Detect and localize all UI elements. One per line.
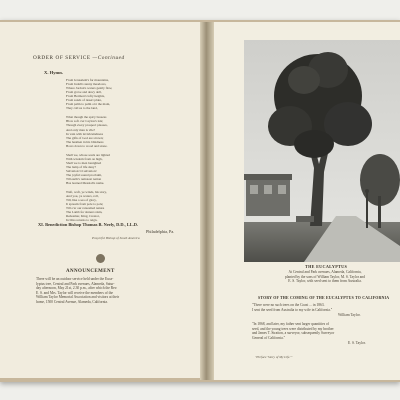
hymn-stanza — [66, 190, 178, 222]
poem-line: Shall we to men benighted — [66, 160, 102, 165]
poem-line: The joyful sound proclaim, — [66, 172, 102, 177]
hymn-stanza — [66, 78, 178, 110]
story-line: and James T. Stratton, a surveyor, subsequently Surveyor — [252, 331, 335, 336]
emblem-icon — [96, 254, 105, 263]
eucalyptus-photo — [244, 40, 400, 262]
poem-line: Till, like a sea of glory, — [66, 198, 97, 203]
poem-line: In vain with lavish kindness — [66, 131, 103, 136]
poem-line: The heathen in his blindness — [66, 139, 104, 144]
benediction-note: Prayerful Bishop of South America — [92, 236, 140, 240]
poem-line: From Jerusalem's far mountains, — [66, 78, 109, 82]
poem-line: Blow soft o'er Ceylon's isle; — [66, 119, 104, 124]
poem-line: The gifts of God are strown; — [66, 135, 104, 140]
photo-caption-body — [250, 270, 400, 284]
poem-line: Has learned Messiah's name. — [66, 181, 105, 186]
quote-block — [252, 303, 400, 312]
announcement-line: William Taylor Memorial Association and visitors at their — [36, 295, 120, 300]
announcement-line: home, 1500 Central Avenue, Alameda, California. — [36, 299, 108, 304]
caption-line: E. S. Taylor, with seed sent to them from Australia. — [288, 279, 362, 284]
poem-line: Redeemer, King, Creator, — [66, 214, 100, 219]
story-title: STORY OF THE COMING OF THE EUCALYPTUS TO CALIFORNIA — [258, 296, 390, 300]
benediction-line: XI. Benediction Bishop Thomas B. Neely, D.D., LL.D. — [38, 222, 139, 227]
poem-line: Till o'er our ransomed nature — [66, 206, 105, 211]
announcement-line: There will be an outdoor service held under the Euca- — [36, 277, 114, 281]
story-line: "In 1868, and later, my father sent larger quantities of — [252, 322, 330, 326]
poem-line: And you, ye waters, roll, — [66, 194, 99, 199]
poem-line: Though every prospect pleases, — [66, 123, 108, 128]
poem-line: From sands of desert plain, — [66, 98, 102, 103]
poem-line: With wisdom from on high, — [66, 156, 103, 161]
order-of-service-header — [33, 55, 125, 61]
poem-line: Bows down to wood and stone. — [66, 143, 108, 148]
quote-line: I sent the seed from Australia to my wife in California." — [252, 307, 333, 312]
announcement-line: day afternoon, May 21st, 2.30 p.m., after which the Rev. — [36, 286, 118, 291]
poem-line: They call us to the land, — [66, 106, 98, 111]
quote-signature: William Taylor. — [338, 313, 361, 317]
story-block — [252, 322, 400, 340]
poem-line: From Judah's sunny meadows, — [66, 82, 107, 87]
lamp-post — [366, 192, 368, 228]
hymn-poem — [66, 78, 178, 228]
poem-line: Waft, waft, ye winds, his story, — [66, 190, 107, 195]
header-continued: —Continued — [92, 55, 125, 61]
story-line: seed, and the young trees were distributed by my brother — [252, 326, 334, 331]
binding-spine — [200, 22, 214, 380]
photo-building — [246, 178, 290, 216]
poem-line: From grove and dewy dell, — [66, 90, 102, 95]
poem-line: It spreads from pole to pole; — [66, 202, 104, 207]
poem-line: What though the spicy breezes — [66, 115, 107, 120]
poem-line: From palm to palm o'er the main, — [66, 102, 111, 107]
header-main: ORDER OF SERVICE — [33, 55, 91, 61]
announcement-body — [36, 277, 186, 305]
story-signature: E. S. Taylor. — [348, 341, 366, 345]
hymn-stanza — [66, 115, 178, 147]
story-line: General of California." — [252, 335, 286, 340]
footnote: "Preface 'Story of My Life.'" — [255, 355, 293, 359]
hymn-stanza — [66, 153, 178, 185]
caption-line: At Central and Park avenues, Alameda, California, — [288, 270, 362, 274]
poem-line: The lamp of life deny? — [66, 164, 97, 169]
poem-line: Where Jordan's waters gently flow, — [66, 86, 113, 91]
poem-line: The Lamb for sinners slain, — [66, 210, 103, 215]
poem-line: And only man is vile? — [66, 127, 96, 132]
poem-line: Salvation! O salvation! — [66, 168, 97, 173]
announcement-title: ANNOUNCEMENT — [66, 269, 115, 274]
photo-illustration — [244, 40, 400, 262]
hymn-heading: X. Hymn. — [44, 70, 64, 75]
caption-line: planted by the sons of William Taylor, M. S. Taylor and — [285, 274, 365, 279]
announcement-line: lyptus tree, Central and Park avenues, Alameda, Satur- — [36, 281, 115, 286]
poem-line: Shall we, whose souls are lighted — [66, 152, 110, 157]
benediction-place: Philadelphia, Pa. — [146, 229, 175, 234]
poem-line: Till earth's remotest nation — [66, 177, 102, 182]
announcement-line: E. S. and Mrs. Taylor will receive the members of the — [36, 290, 114, 295]
poem-line: In bliss returns to reign. — [66, 218, 98, 223]
poem-line: From Hermon's lofty heights, — [66, 94, 105, 99]
photo-caption-title: THE EUCALYPTUS — [305, 264, 348, 269]
quote-line: "There were no such trees on the Coast ... in 1863. — [252, 303, 325, 307]
